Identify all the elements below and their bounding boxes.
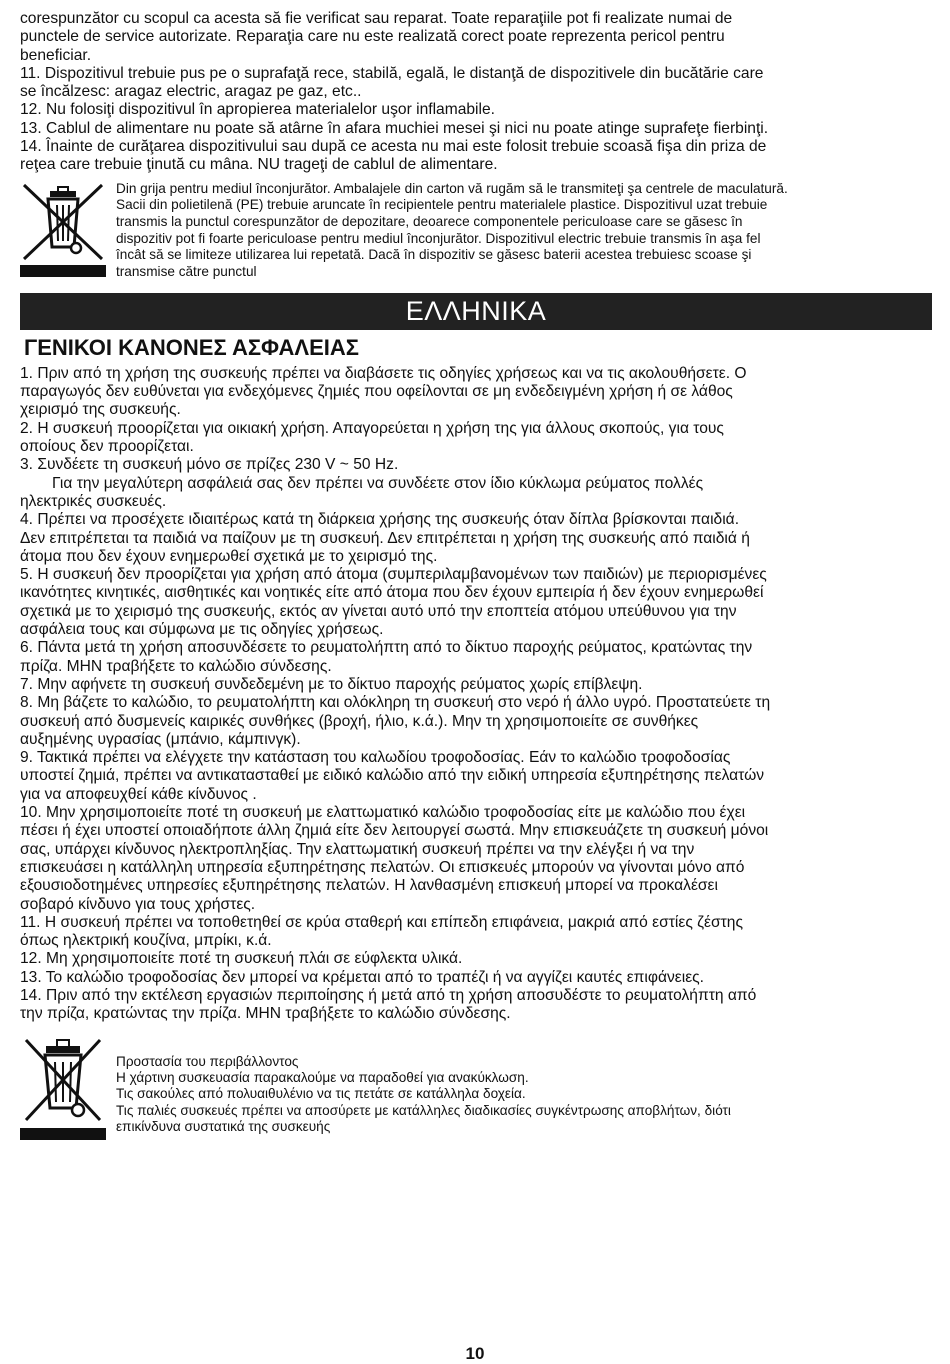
greek-safety-rules — [20, 365, 932, 1024]
section-heading: ΓΕΝΙΚΟΙ ΚΑΝΟΝΕΣ ΑΣΦΑΛΕΙΑΣ — [24, 334, 359, 360]
separator-bar — [20, 265, 106, 277]
separator-bar — [20, 1128, 106, 1140]
text-line: ασφάλεια τους και σύμφωνα με τις οδηγίες χρήσεως. — [20, 621, 384, 639]
text-line: Din grija pentru mediul înconjurător. Ambalajele din carton vă rugăm să le transmiteţi şa centrele de maculatură. — [116, 180, 788, 196]
text-line: 10. Μην χρησιμοποιείτε ποτέ τη συσκευή με ελαττωματικό καλώδιο τροφοδοσίας είτε με καλώδιο που έχει — [20, 804, 746, 822]
text-line: σχετικά με το χειρισμό της συσκευής, εκτός αν γίνεται αυτό υπό την εποπτεία ατόμου υπεύθυνου για την — [20, 602, 737, 620]
text-line: πέσει ή έχει υποστεί οποιαδήποτε άλλη ζημιά είτε δεν λειτουργεί σωστά. Μην επισκευάζετε τη συσκευή μόνοι — [20, 822, 769, 840]
text-line: se încălzesc: aragaz electric, aragaz pe gaz, etc.. — [20, 83, 362, 101]
text-line: 11. Η συσκευή πρέπει να τοποθετηθεί σε κρύα σταθερή και επίπεδη επιφάνεια, μακριά από εστίες ζέστης — [20, 913, 743, 931]
text-line: παραγωγός δεν ευθύνεται για ενδεχόμενες ζημιές που οφείλονται σε μη ενδεδειγμένη χρήση ή σε λάθος — [20, 383, 733, 401]
text-line: transmise către punctul — [116, 264, 257, 280]
text-line: 11. Dispozitivul trebuie pus pe o suprafaţă rece, stabilă, egală, le distanţă de dispozitivele din bucătărie care — [20, 64, 764, 82]
text-line: όπως ηλεκτρική κουζίνα, μπρίκι, κ.ά. — [20, 932, 272, 950]
text-line: reţea care trebuie ţinută cu mâna. NU trageţi de cablul de alimentare. — [20, 156, 498, 174]
manual-page — [20, 10, 932, 1140]
language-banner: ΕΛΛΗΝΙΚΑ — [20, 293, 932, 330]
text-line: ικανότητες κινητικές, αισθητικές και νοητικές είτε από άτομα που δεν έχουν εμπειρία ή δεν έχουν ενημερωθεί — [20, 584, 764, 602]
crossed-out-wheelie-bin-icon — [20, 181, 106, 277]
text-line: 8. Μη βάζετε το καλώδιο, το ρευματολήπτη και ολόκληρη τη συσκευή στο νερό ή άλλο υγρό. Προστατεύετε τη — [20, 694, 771, 712]
text-line: επικίνδυνα συστατικά της συσκευής — [116, 1119, 331, 1135]
text-line: υποστεί ζημιά, πρέπει να αντικατασταθεί με ειδικό καλώδιο από την ειδική υπηρεσία εξυπηρέτησης πελατών — [20, 767, 765, 785]
text-line: Τις σακούλες από πολυαιθυλένιο να τις πετάτε σε κατάλληλα δοχεία. — [116, 1086, 526, 1102]
text-line: για να αποφευχθεί κάθε κίνδυνος . — [20, 785, 257, 803]
text-line: 12. Nu folosiţi dispozitivul în apropierea materialelor uşor inflamabile. — [20, 101, 495, 119]
environment-text — [116, 181, 788, 281]
text-line: ηλεκτρικές συσκευές. — [20, 492, 167, 510]
text-line: Δεν επιτρέπεται τα παιδιά να παίζουν με τη συσκευή. Δεν επιτρέπεται η χρήση της συσκευής από παιδιά ή — [20, 529, 750, 547]
environment-notice-romanian — [20, 181, 932, 281]
text-line: την πρίζα, κρατώντας την πρίζα. ΜΗΝ τραβήξετε το καλώδιο σύνδεσης. — [20, 1005, 511, 1023]
text-line: 13. Cablul de alimentare nu poate să atârne în afara muchiei mesei şi nici nu poate atinge suprafeţe fierbinţi. — [20, 119, 769, 137]
text-line: σοβαρό κίνδυνο για τους χρήστες. — [20, 895, 256, 913]
page-number: 10 — [465, 1344, 485, 1363]
text-line: επισκευάσει η κατάλληλη υπηρεσία εξυπηρέτησης πελατών. Οι επισκευές μπορούν να γίνονται μόνο από — [20, 858, 745, 876]
text-line: Προστασία του περιβάλλοντος — [116, 1053, 299, 1069]
text-line: Τις παλιές συσκευές πρέπει να αποσύρετε με κατάλληλες διαδικασίες συγκέντρωσης αποβλήτων, διότι — [116, 1102, 731, 1118]
text-line: încât să se limiteze utilizarea lui repetată. Dacă în dispozitiv se găsesc baterii acestea trebuiesc scoase şi — [116, 247, 752, 263]
text-line: 6. Πάντα μετά τη χρήση αποσυνδέσετε το ρευματολήπτη από το δίκτυο παροχής ρεύματος, κρατώντας την — [20, 639, 753, 657]
text-line: οποίους δεν προορίζεται. — [20, 438, 194, 456]
text-line: Για την μεγαλύτερη ασφάλειά σας δεν πρέπει να συνδέετε στον ίδιο κύκλωμα ρεύματος πολλές — [52, 474, 704, 492]
text-line: 14. Înainte de curăţarea dispozitivului sau după ce acesta nu mai este folosit trebuie scoasă fişa din priza de — [20, 138, 767, 156]
text-line: beneficiar. — [20, 46, 92, 64]
text-line: 12. Μη χρησιμοποιείτε ποτέ τη συσκευή πλάι σε εύφλεκτα υλικά. — [20, 950, 463, 968]
text-line: 2. Η συσκευή προορίζεται για οικιακή χρήση. Απαγορεύεται η χρήση της για άλλους σκοπούς, για τους — [20, 419, 724, 437]
text-line: punctele de service autorizate. Reparaţia care nu este realizată corect poate reprezenta pericol pentru — [20, 28, 725, 46]
text-line: 1. Πριν από τη χρήση της συσκευής πρέπει να διαβάσετε τις οδηγίες χρήσεως και να τις ακολουθήσετε. Ο — [20, 364, 747, 382]
text-line: συσκευή από δυσμενείς καιρικές συνθήκες (βροχή, ήλιο, κ.ά.). Μην τη χρησιμοποιείτε σε συνθήκες — [20, 712, 699, 730]
crossed-out-wheelie-bin-icon — [20, 1034, 106, 1140]
text-line: άτομα που δεν έχουν ενημερωθεί σχετικά με το χειρισμό της. — [20, 547, 438, 565]
text-line: Η χάρτινη συσκευασία παρακαλούμε να παραδοθεί για ανακύκλωση. — [116, 1069, 529, 1085]
text-line: 4. Πρέπει να προσέχετε ιδιαιτέρως κατά τη διάρκεια χρήσης της συσκευής όταν δίπλα βρίσκονται παιδιά. — [20, 511, 740, 529]
text-line: 3. Συνδέετε τη συσκευή μόνο σε πρίζες 230 V ~ 50 Hz. — [20, 456, 399, 474]
text-line: Sacii din polietilenă (PE) trebuie aruncate în recipientele pentru materialele plastice. Dispozitivul uzat trebuie — [116, 197, 768, 213]
text-line: χειρισμό της συσκευής. — [20, 401, 181, 419]
text-line: 5. Η συσκευή δεν προορίζεται για χρήση από άτομα (συμπεριλαμβανομένων των παιδιών) με περιορισμένες — [20, 566, 767, 584]
text-line: σας, υπάρχει κίνδυνος ηλεκτροπληξίας. Την ελαττωματική συσκευή πρέπει να την ελέγξει ή να την — [20, 840, 695, 858]
text-line: transmis la punctul corespunzător de depozitare, deoarece componentele periculoase care se găsesc în — [116, 214, 743, 230]
romanian-safety-rules — [20, 10, 932, 175]
text-line: corespunzător cu scopul ca acesta să fie verificat sau reparat. Toate reparaţiile pot fi realizate numai de — [20, 10, 733, 27]
text-line: αυξημένης υγρασίας (μπάνιο, κάμπινγκ). — [20, 730, 301, 748]
text-line: εξουσιοδοτημένες υπηρεσίες εξυπηρέτησης πελατών. Η λανθασμένη επισκευή μπορεί να προκαλέσει — [20, 877, 718, 895]
text-line: dispozitiv pot fi foarte periculoase pentru mediul înconjurător. Dispozitivul electric trebuie transmis în aşa fel — [116, 230, 761, 246]
text-line: 13. Το καλώδιο τροφοδοσίας δεν μπορεί να κρέμεται από το τραπέζι ή να αγγίζει καυτές επιφάνειες. — [20, 968, 705, 986]
text-line: 7. Μην αφήνετε τη συσκευή συνδεδεμένη με το δίκτυο παροχής ρεύματος χωρίς επίβλεψη. — [20, 675, 643, 693]
text-line: πρίζα. ΜΗΝ τραβήξετε το καλώδιο σύνδεσης. — [20, 657, 332, 675]
environment-notice-greek — [20, 1034, 932, 1140]
text-line: 9. Τακτικά πρέπει να ελέγχετε την κατάσταση του καλωδίου τροφοδοσίας. Εάν το καλώδιο τροφοδοσίας — [20, 749, 731, 767]
environment-text — [116, 1054, 731, 1136]
text-line: 14. Πριν από την εκτέλεση εργασιών περιποίησης ή μετά από τη χρήση αποσυδέστε το ρευματολήπτη από — [20, 986, 757, 1004]
